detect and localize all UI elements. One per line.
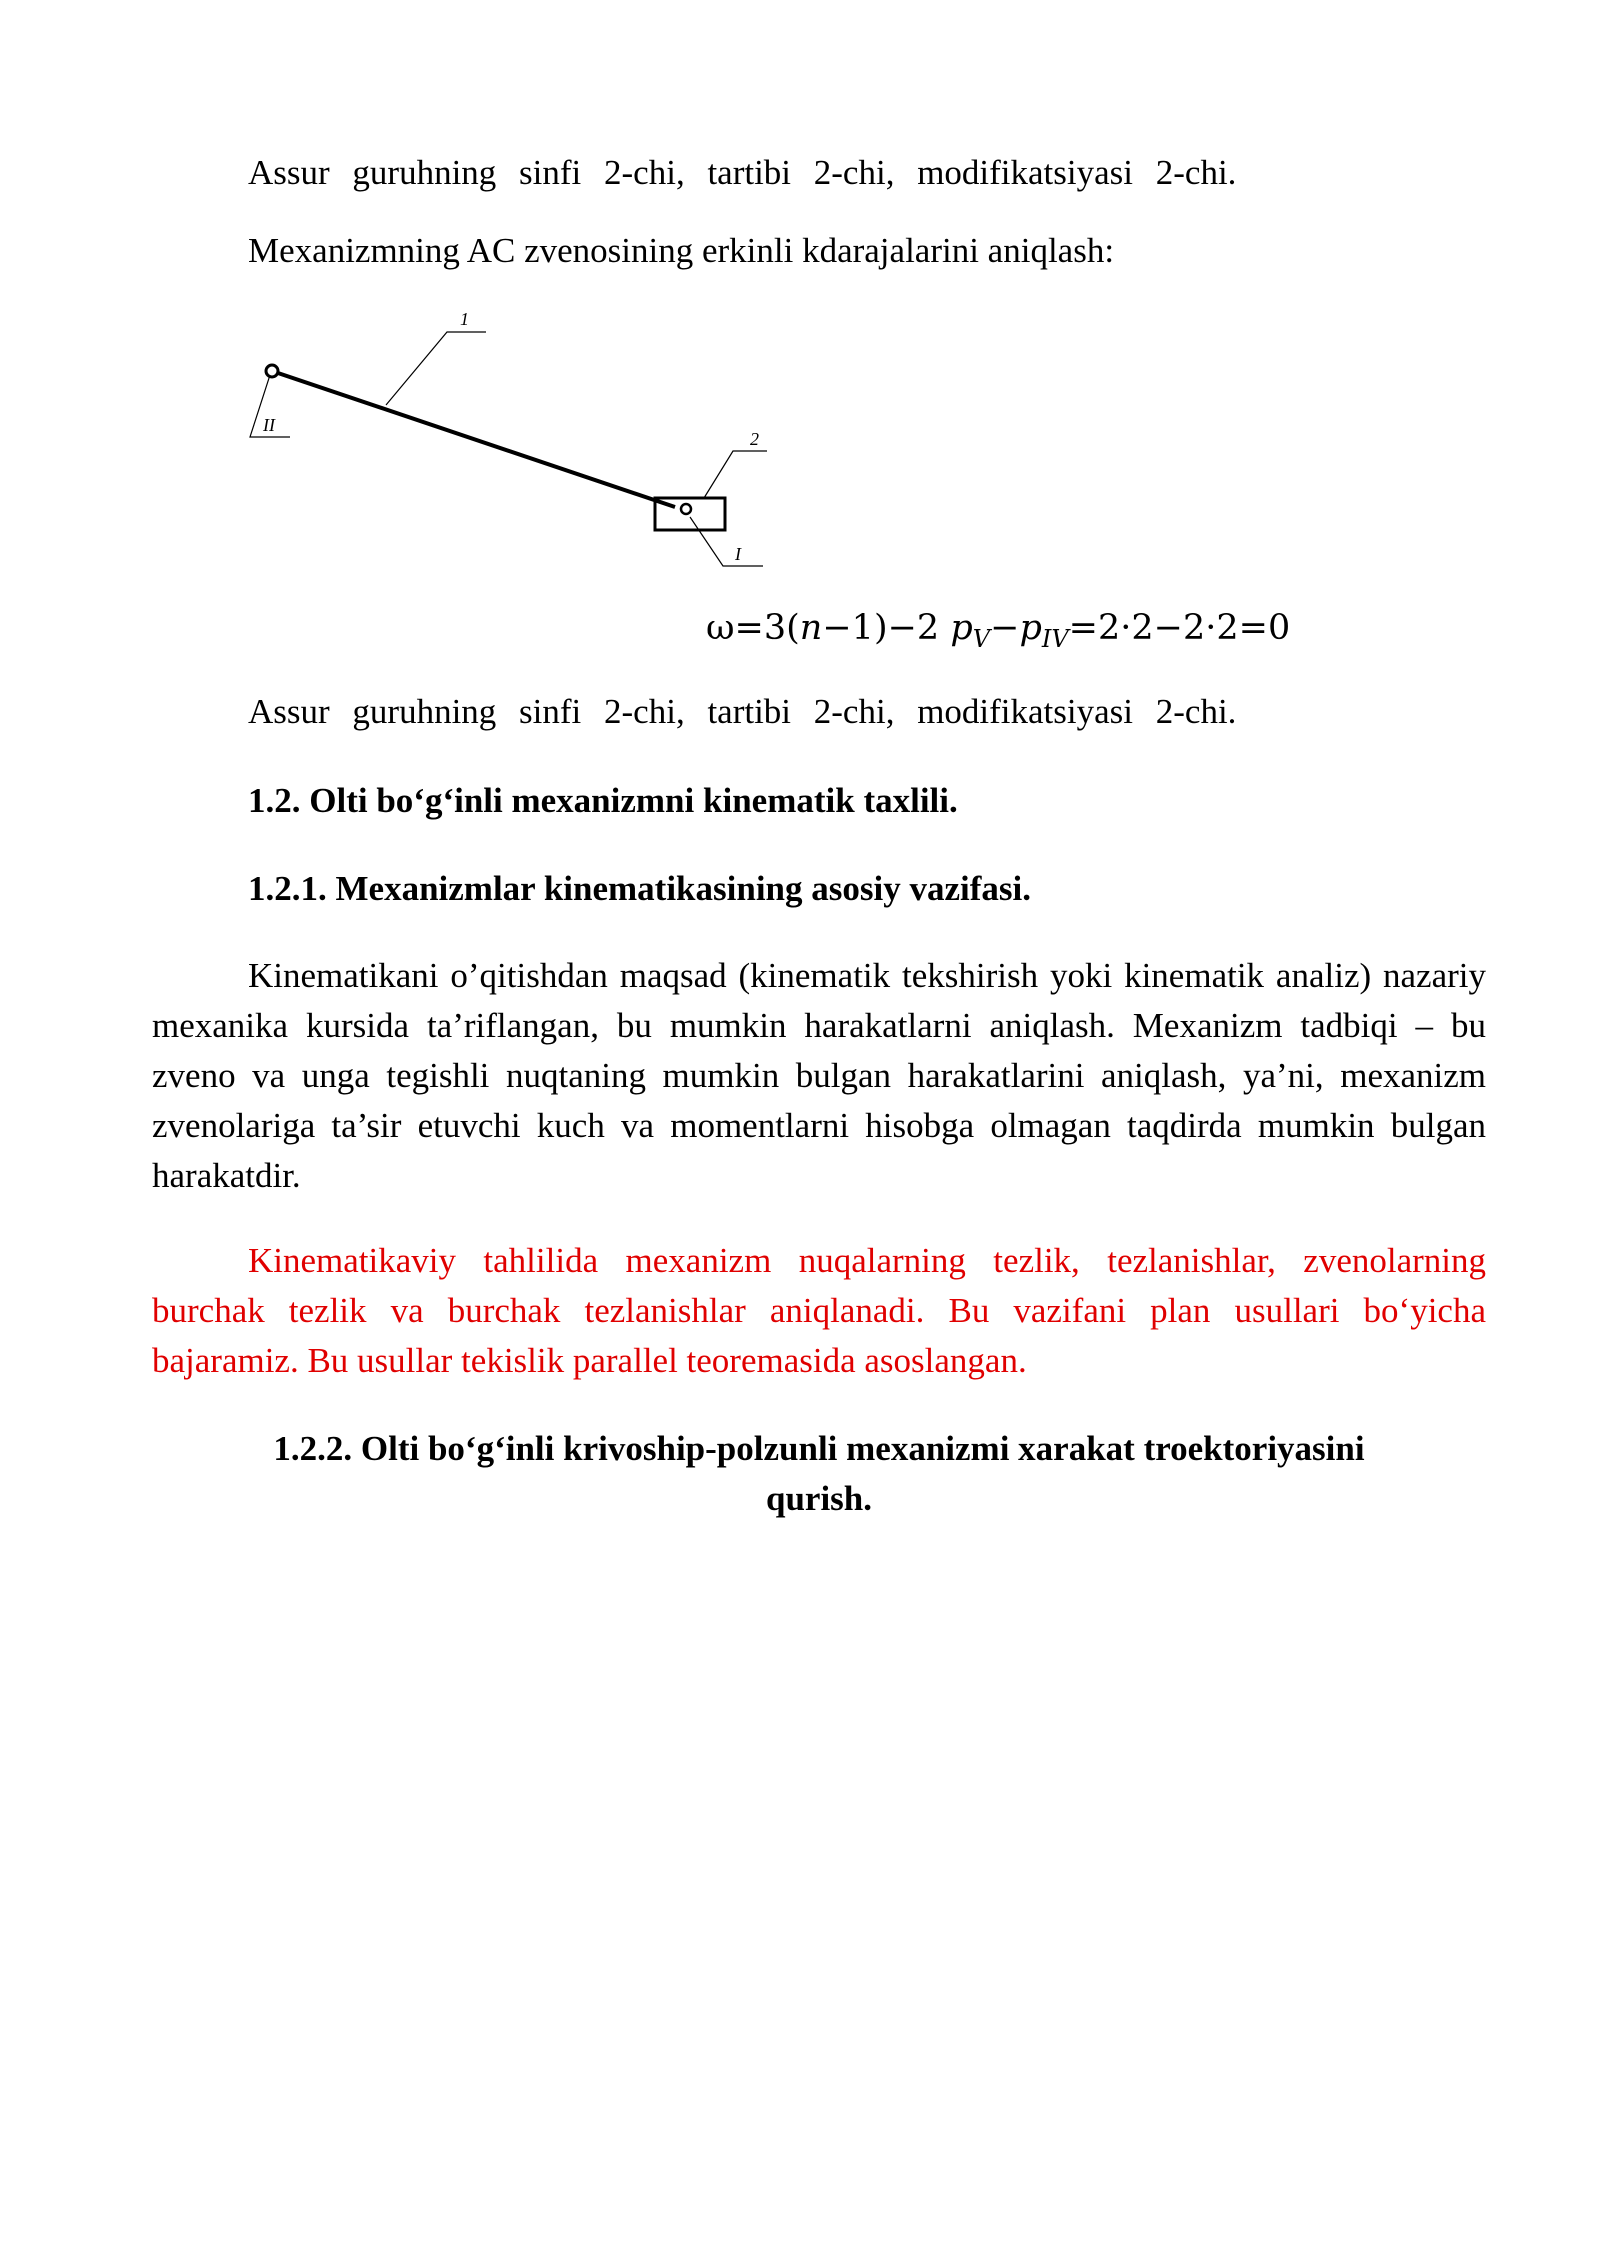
degrees-of-freedom-formula: ω=3(n−1)−2 $p_V-p_{IV}=2\cdot 2-2\cdot 2=0$	[706, 608, 1291, 653]
leader-link-2	[704, 451, 767, 498]
ac-link-intro-paragraph: Mexanizmning AC zvenosining erkinli kdarajalarini aniqlash:	[248, 231, 1115, 270]
pivot-joint	[266, 365, 278, 377]
red-kinematic-analysis-paragraph: Kinematikaviy tahlilida mexanizm nuqalarning tezlik, tezlanishlar, zvenolarning burchak tezlik va burchak tezlanishlar aniqlanadi. Bu vazifani plan usullari bo‘yicha bajaramiz. Bu usullar tekislik parallel teoremasida asoslangan.	[152, 1241, 1486, 1380]
heading-1-2: 1.2. Olti bo‘g‘inli mexanizmni kinematik taxlili.	[248, 781, 958, 820]
heading-1-2-1: 1.2.1. Mexanizmlar kinematikasining asosiy vazifasi.	[248, 869, 1031, 908]
assur-group-paragraph-1: Assur guruhning sinfi 2-chi, tartibi 2-chi, modifikatsiyasi 2-chi.	[248, 153, 1237, 192]
label-link-2: 2	[750, 429, 759, 449]
label-joint-i: I	[735, 544, 741, 564]
label-link-1: 1	[460, 309, 469, 329]
heading-1-2-2: 1.2.2. Olti bo‘g‘inli krivoship-polzunli mexanizmi xarakat troektoriyasini qurish.	[273, 1429, 1365, 1518]
label-joint-ii: II	[263, 415, 275, 435]
mechanism-diagram	[0, 0, 1600, 600]
leader-link-1	[386, 332, 486, 405]
slider-joint	[681, 504, 691, 514]
link-ac-line	[272, 371, 675, 507]
assur-group-paragraph-2: Assur guruhning sinfi 2-chi, tartibi 2-chi, modifikatsiyasi 2-chi.	[248, 692, 1237, 731]
kinematics-paragraph: Kinematikani o’qitishdan maqsad (kinematik tekshirish yoki kinematik analiz) nazariy mexanika kursida ta’riflangan, bu mumkin harakatlarni aniqlash. Mexanizm tadbiqi – bu zveno va unga tegishli nuqtaning mumkin bulgan harakatlarini aniqlash, ya’ni, mexanizm zvenolariga ta’sir etuvchi kuch va momentlarni hisobga olmagan taqdirda mumkin bulgan harakatdir.	[152, 956, 1486, 1195]
